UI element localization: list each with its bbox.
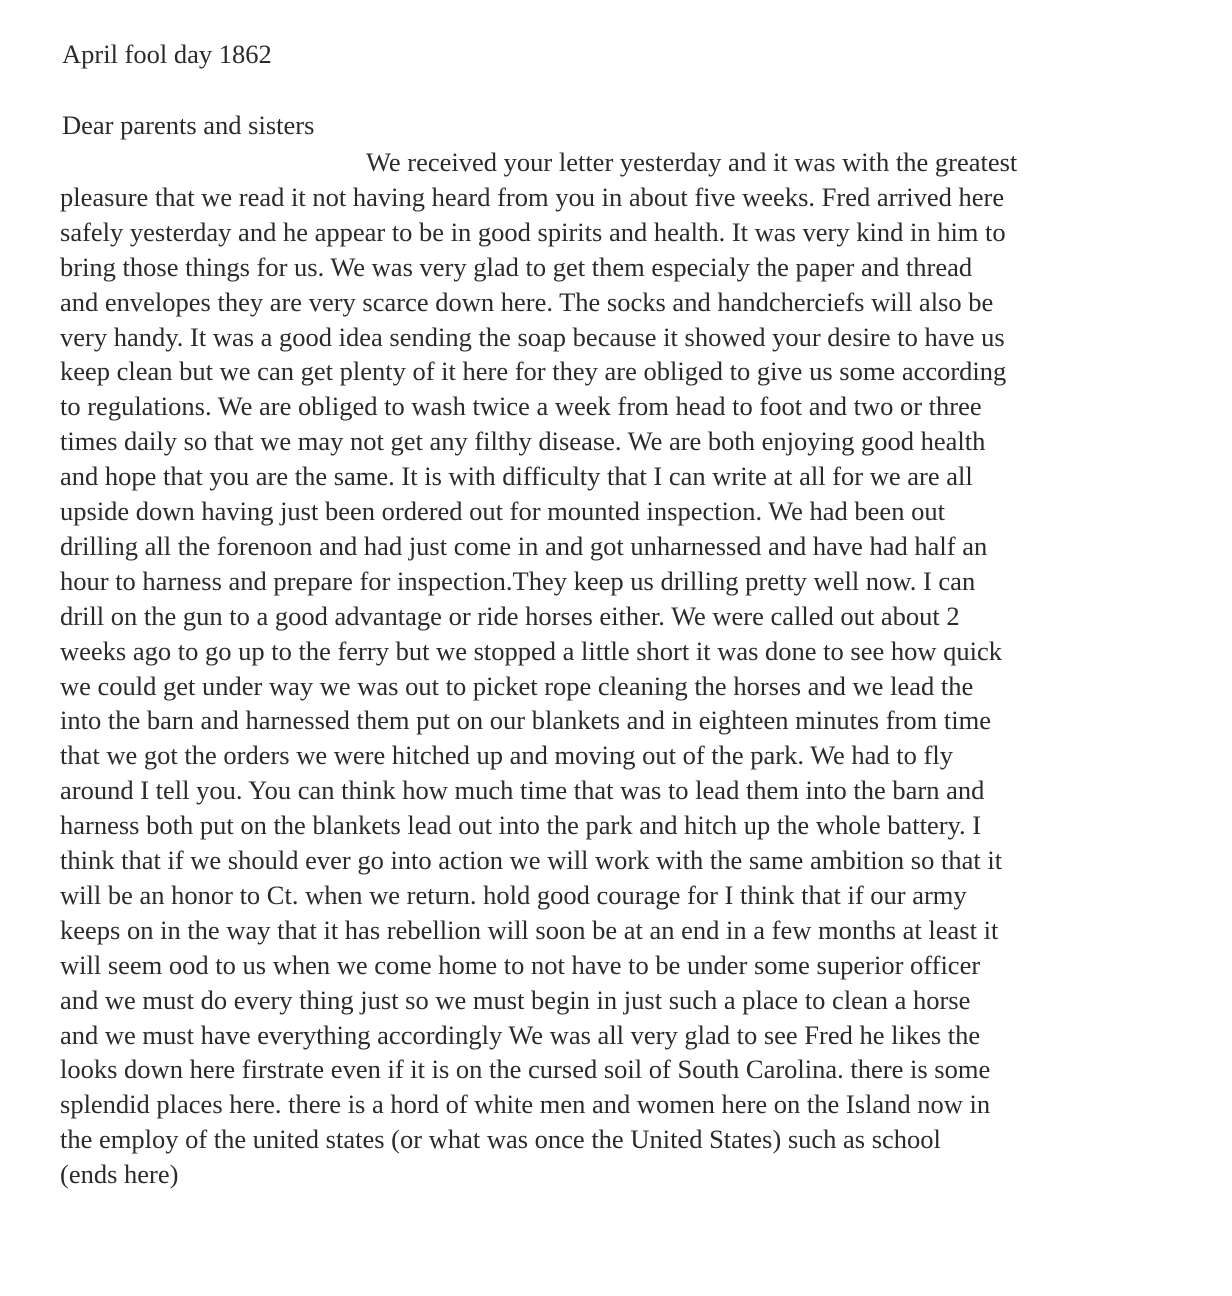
letter-line: looks down here firstrate even if it is on the cursed soil of South Carolina. there is some (60, 1054, 991, 1084)
letter-line: and we must do every thing just so we must begin in just such a place to clean a horse (60, 985, 971, 1015)
letter-line: upside down having just been ordered out for mounted inspection. We had been out (60, 496, 945, 526)
letter-line: think that if we should ever go into action we will work with the same ambition so that it (60, 845, 1003, 875)
letter-line: will seem ood to us when we come home to not have to be under some superior officer (60, 950, 981, 980)
letter-line: splendid places here. there is a hord of white men and women here on the Island now in (60, 1089, 991, 1119)
letter-line: safely yesterday and he appear to be in good spirits and health. It was very kind in him to (60, 217, 1006, 247)
letter-line: the employ of the united states (or what was once the United States) such as school (60, 1124, 941, 1154)
letter-line: times daily so that we may not get any filthy disease. We are both enjoying good health (60, 426, 986, 456)
letter-line: weeks ago to go up to the ferry but we stopped a little short it was done to see how quick (60, 636, 1003, 666)
letter-line: and we must have everything accordingly We was all very glad to see Fred he likes the (60, 1020, 981, 1050)
letter-salutation: Dear parents and sisters (62, 110, 315, 140)
letter-line: keep clean but we can get plenty of it here for they are obliged to give us some according (60, 356, 1007, 386)
letter-line: and envelopes they are very scarce down here. The socks and handcherciefs will also be (60, 287, 994, 317)
letter-date: April fool day 1862 (62, 39, 272, 69)
letter-line: around I tell you. You can think how much time that was to lead them into the barn and (60, 775, 985, 805)
letter-line: very handy. It was a good idea sending the soap because it showed your desire to have us (60, 322, 1005, 352)
letter-line: that we got the orders we were hitched up and moving out of the park. We had to fly (60, 740, 953, 770)
letter-line: into the barn and harnessed them put on our blankets and in eighteen minutes from time (60, 705, 991, 735)
letter-line: we could get under way we was out to picket rope cleaning the horses and we lead the (60, 671, 974, 701)
letter-line: will be an honor to Ct. when we return. hold good courage for I think that if our army (60, 880, 967, 910)
letter-line: drill on the gun to a good advantage or ride horses either. We were called out about 2 (60, 601, 960, 631)
letter-line: to regulations. We are obliged to wash twice a week from head to foot and two or three (60, 391, 982, 421)
letter-line: harness both put on the blankets lead out into the park and hitch up the whole battery. I (60, 810, 982, 840)
letter-line: keeps on in the way that it has rebellion will soon be at an end in a few months at least it (60, 915, 999, 945)
letter-line: (ends here) (60, 1159, 179, 1189)
letter-line: pleasure that we read it not having heard from you in about five weeks. Fred arrived here (60, 182, 1005, 212)
letter-line: and hope that you are the same. It is with difficulty that I can write at all for we are all (60, 461, 973, 491)
letter-line: drilling all the forenoon and had just come in and got unharnessed and have had half an (60, 531, 988, 561)
letter-line: hour to harness and prepare for inspection.They keep us drilling pretty well now. I can (60, 566, 976, 596)
letter-line: bring those things for us. We was very glad to get them especialy the paper and thread (60, 252, 973, 282)
letter-line: We received your letter yesterday and it was with the greatest (366, 147, 1018, 177)
